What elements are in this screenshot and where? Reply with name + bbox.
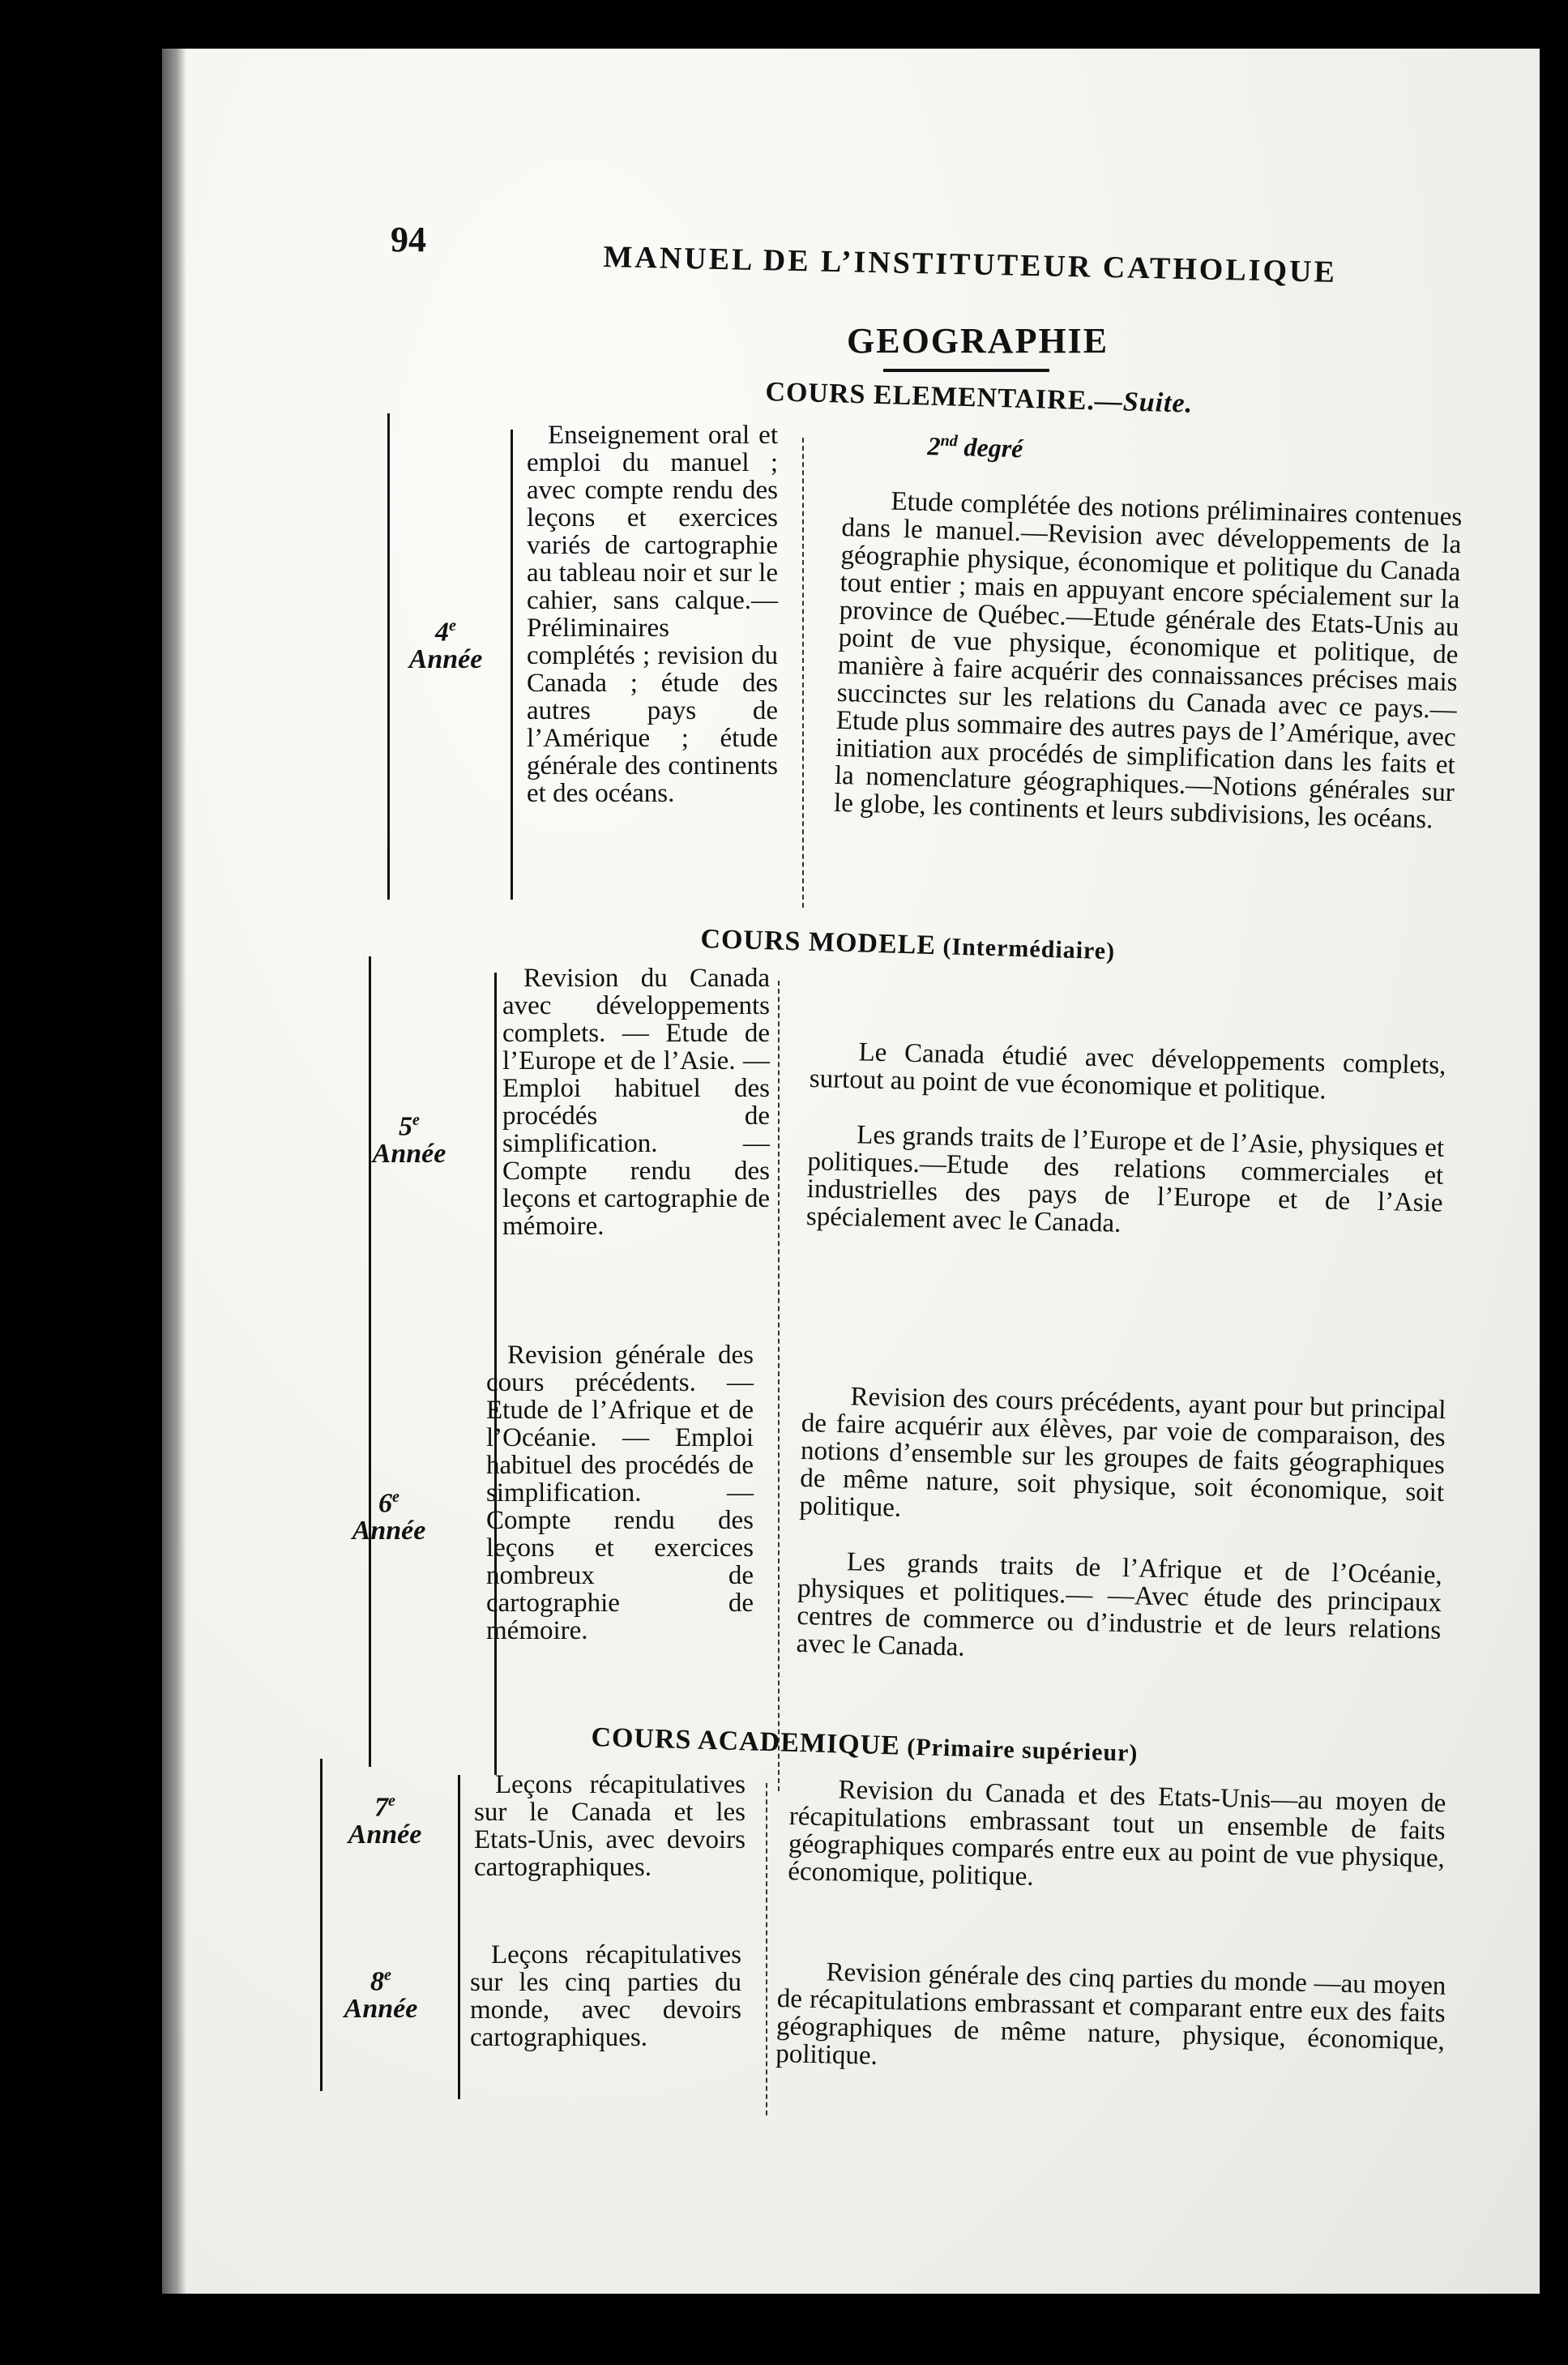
year-8-sup: e xyxy=(384,1966,391,1984)
year-5-annee: Année xyxy=(372,1139,446,1170)
year-4-number: 4 xyxy=(435,617,450,648)
year-6-right-para-1: Revision des cours précédents, ayant pour but principal de faire acquérir aux élèves, par voie de comparaison, des notions d’ensemble sur les groupes de faits géographiques de même nature, soit physique, soit économique, soit politique. xyxy=(799,1382,1446,1523)
margin-rule-5-6 xyxy=(369,956,371,1767)
year-7-annee: Année xyxy=(348,1820,422,1850)
year-8-number: 8 xyxy=(370,1966,385,1997)
title-rule xyxy=(883,369,1049,372)
cours-modele-label: COURS MODELE xyxy=(699,924,937,961)
year-5-label xyxy=(361,1106,458,1168)
running-header: MANUEL DE L’INSTITUTEUR CATHOLIQUE xyxy=(603,239,1338,289)
year-8-annee: Année xyxy=(344,1994,418,2025)
margin-rule-4 xyxy=(387,413,390,900)
primaire-superieur-label: (Primaire supérieur) xyxy=(899,1733,1139,1767)
page-number: 94 xyxy=(391,220,426,259)
year-6-number: 6 xyxy=(378,1488,393,1519)
year-6-left-paragraph: Revision générale des cours précédents. — Etude de l’Afrique et de l’Océanie. — Emploi habituel des procédés de simplification. — Compte rendu des leçons et exercices nombreux de cartographie de mémoire. xyxy=(486,1341,754,1645)
degree-word: degré xyxy=(957,432,1023,464)
divider-4 xyxy=(802,438,805,908)
page-spine-shadow xyxy=(162,49,186,2294)
year-6-sup: e xyxy=(392,1488,399,1506)
year-7-number: 7 xyxy=(374,1792,389,1823)
intermediaire-label: (Intermédiaire) xyxy=(935,933,1116,965)
degree-label xyxy=(927,431,1023,464)
cours-elementaire-label: COURS ELEMENTAIRE. xyxy=(764,377,1096,417)
degree-sup: nd xyxy=(940,431,959,451)
year-7-right-paragraph: Revision du Canada et des Etats-Unis—au moyen de récapitulations embrassant tout un ensemble de faits géographiques comparés entre eux au point de vue physique, économique, politique. xyxy=(787,1775,1446,1892)
year-7-label xyxy=(336,1787,434,1849)
year-8-label xyxy=(332,1961,429,2023)
year-8-left-paragraph: Leçons récapitulatives sur les cinq parties du monde, avec devoirs cartographiques. xyxy=(470,1940,741,2052)
divider-7-8 xyxy=(766,1783,769,2115)
year-8-right-text xyxy=(775,1957,1446,2083)
year-6-right-para-2: Les grands traits de l’Afrique et de l’Océanie, physiques et politiques.— —Avec étude des principaux centres de commerce ou d’industrie et de leurs relations avec le Canada. xyxy=(796,1547,1443,1662)
year-8-right-paragraph: Revision générale des cinq parties du monde —au moyen de récapitulations embrassant et comparant entre eux des faits géographiques de même nature, physique, économique, politique. xyxy=(775,1957,1446,2071)
year-7-sup: e xyxy=(388,1792,395,1810)
year-6-label xyxy=(340,1483,438,1545)
year-4-label xyxy=(397,612,494,674)
year-5-left-text xyxy=(502,964,770,1240)
year-8-left-text xyxy=(470,1941,741,2051)
year-6-annee: Année xyxy=(352,1516,426,1546)
year-4-sup: e xyxy=(449,617,456,635)
year-5-sup: e xyxy=(412,1111,420,1129)
year-7-left-text xyxy=(474,1771,746,1881)
year-6-left-text xyxy=(486,1341,754,1644)
year-4-right-paragraph: Etude complétée des notions préliminaires contenues dans le manuel.—Revision avec développements de la géographie physique, économique et politique du Canada tout entier ; mais en appuyant encore spécialement sur la province de Québec.—Etude générale des Etats-Unis au point de vue physique, économique et politique, de manière à faire acquérir des connaissances précises mais succinctes sur les relations du Canada avec ce pays.—Etude plus sommaire des autres pays de l’Amérique, avec initiation aux procédés de simplification dans les faits et la nomenclature géographiques.—Notions générales sur le globe, les continents et leurs subdivisions, les océans. xyxy=(833,486,1463,835)
year-7-right-text xyxy=(788,1775,1446,1900)
year-5-left-paragraph: Revision du Canada avec développements complets. — Etude de l’Europe et de l’Asie. — Emploi habituel des procédés de simplification. — Compte rendu des leçons et cartographie de mémoire. xyxy=(502,964,770,1241)
left-col-rule-7-8 xyxy=(458,1775,460,2099)
left-col-rule-4 xyxy=(511,430,513,900)
suite-label: —Suite. xyxy=(1094,386,1194,419)
year-5-right-text xyxy=(806,1037,1446,1245)
year-7-left-paragraph: Leçons récapitulatives sur le Canada et les Etats-Unis, avec devoirs cartographiques. xyxy=(474,1770,746,1882)
year-5-number: 5 xyxy=(399,1111,413,1142)
margin-rule-7-8 xyxy=(320,1759,323,2091)
divider-5-6 xyxy=(778,981,781,1791)
section-title: GEOGRAPHIE xyxy=(847,321,1109,361)
year-6-right-text xyxy=(796,1382,1446,1672)
year-5-right-para-2: Les grands traits de l’Europe et de l’Asie, physiques et politiques.—Etude des relations commerciales et industrielles des pays de l’Europe et de l’Asie spécialement avec le Canada. xyxy=(805,1120,1445,1238)
year-4-left-text xyxy=(527,421,778,807)
year-5-right-para-1: Le Canada étudié avec développements complets, surtout au point de vue économique et politique. xyxy=(809,1037,1446,1106)
cours-academique-label: COURS ACADEMIQUE xyxy=(590,1722,901,1761)
degree-number: 2 xyxy=(926,431,941,461)
year-4-annee: Année xyxy=(408,644,483,675)
year-4-left-paragraph: Enseignement oral et emploi du manuel ; avec compte rendu des leçons et exercices variés de cartographie au tableau noir et sur le cahier, sans calque.— Préliminaires complétés ; revision du Canada ; étude des autres pays de l’Amérique ; étude générale des continents et des océans. xyxy=(527,421,778,808)
year-4-right-text xyxy=(834,486,1463,834)
